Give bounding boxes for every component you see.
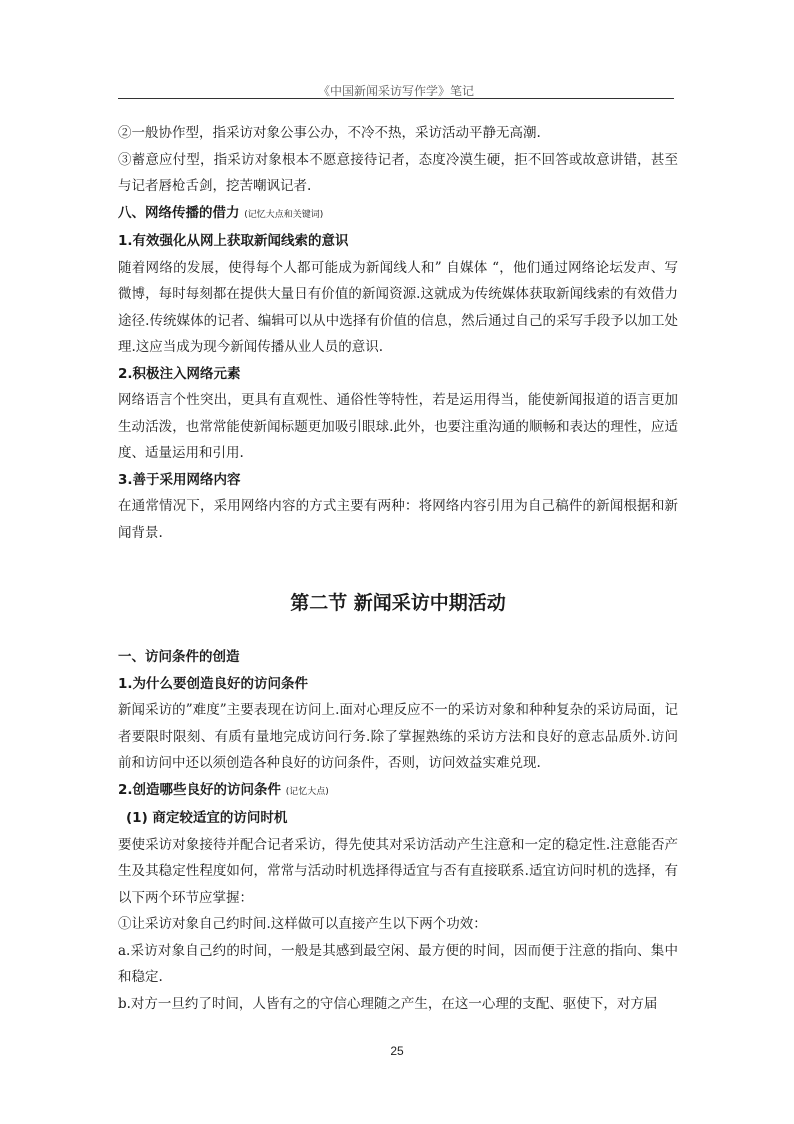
page-body [118, 120, 678, 1017]
header-divider [118, 98, 674, 99]
spacer [118, 546, 678, 588]
page-number: 25 [390, 1044, 404, 1058]
spacer [118, 618, 678, 644]
heading-network [118, 200, 678, 229]
paragraph: 要使采访对象接待并配合记者采访，得先使其对采访活动产生注意和一定的稳定性.注意能否产生及其稳定性程度如何，常常与活动时机选择得适宜与否有直接联系.适宜访问时机的选择，有以下两个环节应掌握： [118, 836, 678, 906]
paragraph: a.采访对象自己约的时间，一般是其感到最空闲、最方便的时间，因而便于注意的指向、集中和稳定. [118, 942, 678, 985]
paragraph: ①让采访对象自己约时间.这样做可以直接产生以下两个功效： [118, 916, 487, 932]
paragraph: 网络语言个性突出，更具有直观性、通俗性等特性，若是运用得当，能使新闻报道的语言更加生动活泼，也常常能使新闻标题更加吸引眼球.此外，也要注重沟通的顺畅和表达的理性，应适度、适量运用和引用. [118, 392, 678, 461]
running-header: 《中国新闻采访写作学》笔记 [317, 84, 474, 98]
subheading: 3.善于采用网络内容 [118, 471, 241, 488]
subheading [118, 777, 678, 806]
subheading: 1.有效强化从网上获取新闻线索的意识 [118, 233, 349, 249]
heading-note: (记忆大点) [285, 786, 329, 797]
paragraph: 在通常情况下，采用网络内容的方式主要有两种：将网络内容引用为自己稿件的新闻根据和新闻背景. [118, 498, 678, 541]
paragraph: ③蓄意应付型，指采访对象根本不愿意接待记者，态度冷漠生硬，拒不回答或故意讲错，甚至与记者唇枪舌剑，挖苦嘲讽记者. [118, 151, 678, 194]
section-title: 第二节 新闻采访中期活动 [290, 592, 506, 614]
heading-access-conditions: 一、访问条件的创造 [118, 649, 240, 665]
sub-subheading: (1) 商定较适宜的访问时机 [126, 810, 288, 826]
subheading: 1.为什么要创造良好的访问条件 [118, 675, 309, 692]
subheading: 2.积极注入网络元素 [118, 365, 241, 382]
heading-note: (记忆大点和关键词) [244, 209, 324, 220]
heading-text: 八、网络传播的借力 [118, 204, 240, 221]
paragraph: 随着网络的发展，使得每个人都可能成为新闻线人和” 自媒体 “，他们通过网络论坛发声、写微博，每时每刻都在提供大量日有价值的新闻资源.这就成为传统媒体获取新闻线索的有效借力途径.传统媒体的记者、编辑可以从中选择有价值的信息，然后通过自己的采写手段予以加工处理.这应当成为现今新闻传播从业人员的意识. [118, 259, 678, 355]
paragraph: b.对方一旦约了时间，人皆有之的守信心理随之产生，在这一心理的支配、驱使下，对方届 [118, 995, 658, 1012]
paragraph: 新闻采访的”难度”主要表现在访问上.面对心理反应不一的采访对象和种种复杂的采访局面，记者要限时限刻、有质有量地完成访问行务.除了掌握熟练的采访方法和良好的意志品质外.访问前和访问中还以须创造各种良好的访问条件，否则，访问效益实难兑现. [118, 702, 678, 771]
heading-text: 2.创造哪些良好的访问条件 [118, 781, 282, 798]
paragraph: ②一般协作型，指采访对象公事公办，不冷不热，采访活动平静无高潮. [118, 125, 541, 141]
